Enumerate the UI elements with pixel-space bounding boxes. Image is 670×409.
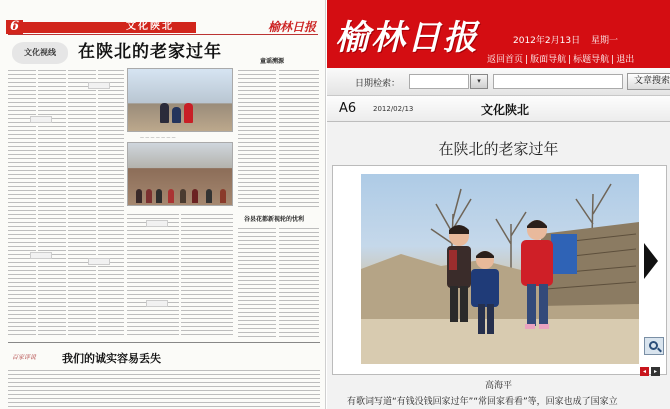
page-header [327,96,670,122]
text-column [238,226,276,338]
article-body: 有歌词写道“有钱没钱回家过年”“常回家看看”等，回家也成了国家立 [347,397,618,407]
article-photo[interactable] [361,174,639,364]
text-column [279,226,319,338]
subhead-box [30,116,52,123]
site-banner [327,0,670,68]
search-bar [327,68,670,96]
article-viewer [327,0,670,409]
paper-masthead: 榆林日报 [268,20,317,34]
page-number: A6 [339,101,357,116]
page-date: 2012/02/13 [373,105,414,113]
site-logo[interactable]: 榆林日报 [335,18,479,58]
top-nav: 返回首页 | 版面导航 | 标题导航 | 退出 [487,52,634,66]
photo-caption: 高海平 [484,381,512,391]
magnifier-icon[interactable] [644,337,664,355]
header-rule [8,34,318,35]
photo-pager [640,358,662,375]
bottom-column-logo: 百家评说 [12,354,37,361]
right-column-title: 童谣溯源 [260,58,285,65]
paper-page-number: 6 [6,20,23,34]
text-column [181,212,233,338]
date-search-label: 日期检索： [355,79,401,89]
text-column [38,68,66,338]
paper-photo-children[interactable] [127,68,233,132]
paper-section-name: 文化陕北 [126,21,174,32]
banner-weekday: 星期一 [591,36,619,46]
photo-illustration [361,174,639,364]
newspaper-page-thumbnail[interactable] [0,0,326,409]
mid-article-title: 谷县花都新视轮的忧利 [244,216,305,223]
photo-caption-small: — — — — — — — [140,135,176,140]
subhead-box [146,220,168,227]
photo-frame [332,165,667,375]
date-search-input[interactable] [409,74,469,89]
text-column [127,212,179,338]
text-column [98,68,124,338]
text-column [8,368,320,409]
paper-photo-crowd[interactable] [127,142,233,206]
nav-exit-link[interactable]: 退出 [616,55,635,65]
article-search-button[interactable]: 文章搜索 [627,73,670,90]
nav-home-link[interactable]: 返回首页 [487,55,524,65]
paper-bottom-headline[interactable]: 我们的诚实容易丢失 [62,352,161,365]
text-column [8,68,36,338]
subhead-box [88,258,110,265]
paper-headline[interactable]: 在陕北的老家过年 [78,42,222,62]
subhead-box [146,300,168,307]
article-title: 在陕北的老家过年 [438,140,559,158]
pager-next-icon[interactable]: ▸ [651,367,660,376]
section-divider [8,342,320,343]
next-arrow-icon[interactable] [644,243,658,279]
column-kicker-logo: 文化视线 [12,42,68,64]
pager-prev-icon[interactable]: ◂ [640,367,649,376]
nav-title-navigation-link[interactable]: 标题导航 [573,55,610,65]
subhead-box [30,252,52,259]
calendar-dropdown-icon[interactable]: ▾ [470,74,488,89]
section-title: 文化陕北 [481,103,530,117]
text-column [279,68,319,208]
text-column [238,68,276,208]
banner-date: 2012年2月13日 [513,36,581,46]
article-search-input[interactable] [493,74,623,89]
text-column [68,68,96,338]
subhead-box [88,82,110,89]
nav-page-navigation-link[interactable]: 版面导航 [530,55,567,65]
